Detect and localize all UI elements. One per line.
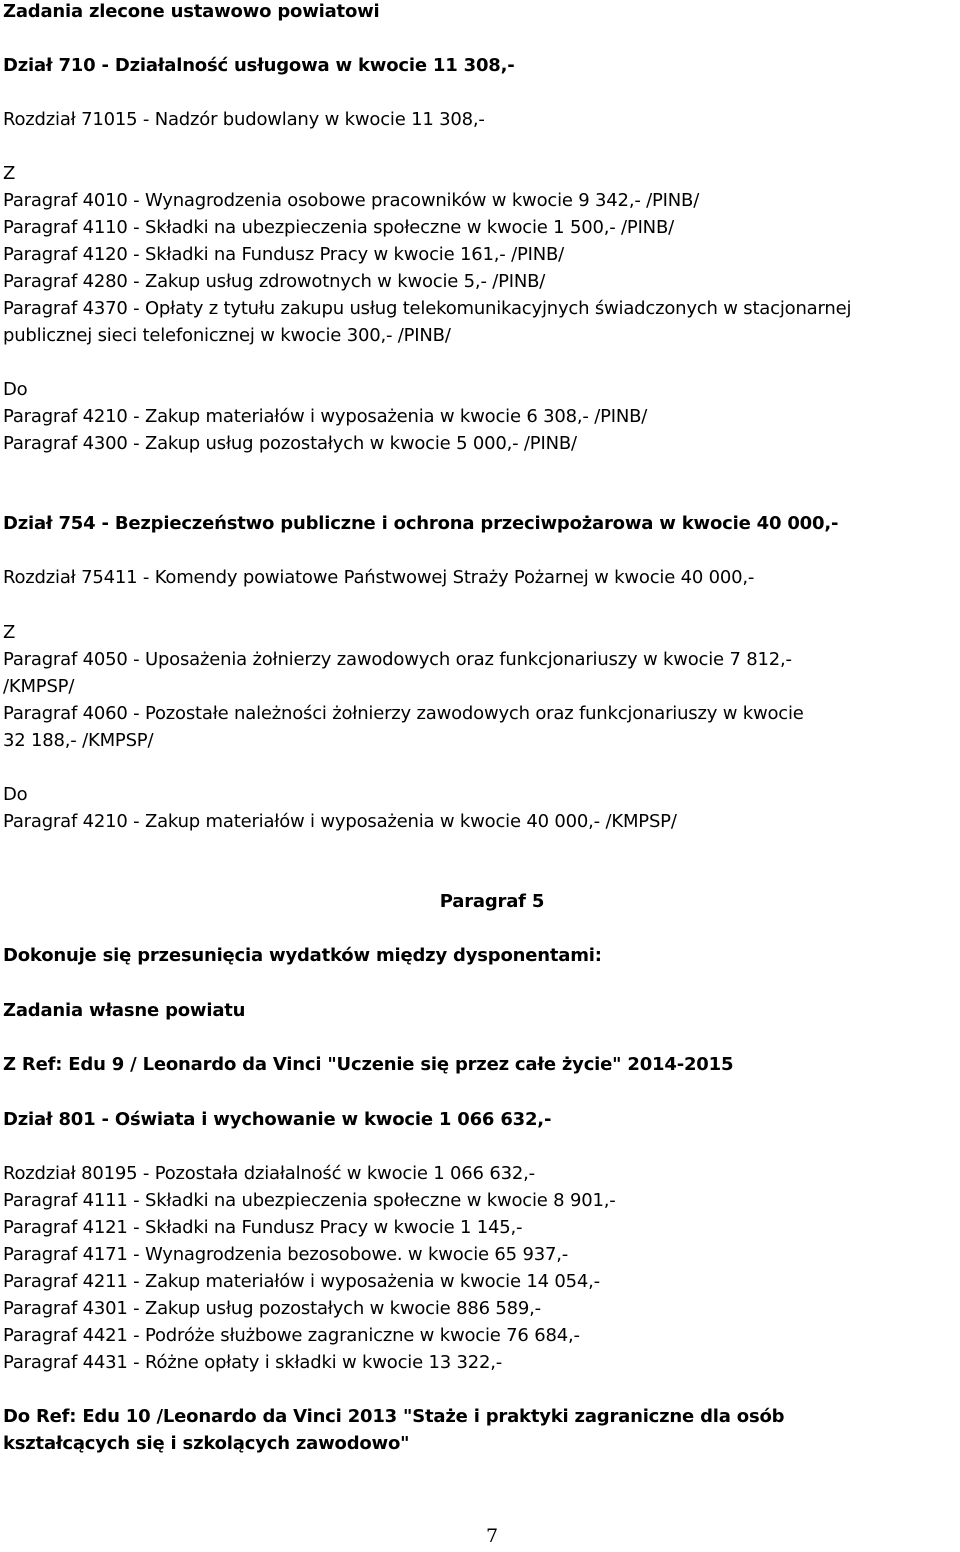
- section-heading: Zadania zlecone ustawowo powiatowi: [3, 1, 380, 22]
- z-label: Z: [3, 163, 16, 184]
- paragraf-line: Paragraf 4010 - Wynagrodzenia osobowe pracowników w kwocie 9 342,- /PINB/: [3, 190, 700, 211]
- rozdzial-80195: Rozdział 80195 - Pozostała działalność w kwocie 1 066 632,-: [3, 1163, 535, 1184]
- z-label: Z: [3, 622, 16, 643]
- rozdzial-71015: Rozdział 71015 - Nadzór budowlany w kwocie 11 308,-: [3, 109, 485, 130]
- page-number: 7: [485, 1525, 499, 1547]
- paragraf-line: Paragraf 4050 - Uposażenia żołnierzy zawodowych oraz funkcjonariuszy w kwocie 7 812,-: [3, 649, 792, 670]
- paragraf-line: Paragraf 4301 - Zakup usług pozostałych w kwocie 886 589,-: [3, 1298, 541, 1319]
- paragraf-line: Paragraf 4110 - Składki na ubezpieczenia społeczne w kwocie 1 500,- /PINB/: [3, 217, 674, 238]
- do-ref-edu-10: Do Ref: Edu 10 /Leonardo da Vinci 2013 "Staże i praktyki zagraniczne dla osób: [3, 1406, 785, 1427]
- paragraf-line: Paragraf 4121 - Składki na Fundusz Pracy w kwocie 1 145,-: [3, 1217, 523, 1238]
- dzial-754-heading: Dział 754 - Bezpieczeństwo publiczne i ochrona przeciwpożarowa w kwocie 40 000,-: [3, 513, 839, 534]
- paragraf-line: Paragraf 4210 - Zakup materiałów i wyposażenia w kwocie 40 000,- /KMPSP/: [3, 811, 677, 832]
- paragraf-line: Paragraf 4060 - Pozostałe należności żołnierzy zawodowych oraz funkcjonariuszy w kwocie: [3, 703, 804, 724]
- paragraf-line: Paragraf 4120 - Składki na Fundusz Pracy w kwocie 161,- /PINB/: [3, 244, 564, 265]
- paragraf-line: Paragraf 4111 - Składki na ubezpieczenia społeczne w kwocie 8 901,-: [3, 1190, 616, 1211]
- dzial-710-heading: Dział 710 - Działalność usługowa w kwocie 11 308,-: [3, 55, 515, 76]
- paragraf-line: Paragraf 4171 - Wynagrodzenia bezosobowe. w kwocie 65 937,-: [3, 1244, 569, 1265]
- paragraf-line: Paragraf 4370 - Opłaty z tytułu zakupu usług telekomunikacyjnych świadczonych w stacjonarnej: [3, 298, 852, 319]
- paragraf-line: 32 188,- /KMPSP/: [3, 730, 154, 751]
- do-label: Do: [3, 784, 28, 805]
- paragraf-line: publicznej sieci telefonicznej w kwocie 300,- /PINB/: [3, 325, 451, 346]
- paragraf-line: Paragraf 4431 - Różne opłaty i składki w kwocie 13 322,-: [3, 1352, 503, 1373]
- paragraf-line: Paragraf 4211 - Zakup materiałów i wyposażenia w kwocie 14 054,-: [3, 1271, 600, 1292]
- paragraf-line: Paragraf 4280 - Zakup usług zdrowotnych w kwocie 5,- /PINB/: [3, 271, 546, 292]
- zadania-wlasne-heading: Zadania własne powiatu: [3, 1000, 246, 1021]
- z-ref-edu-9: Z Ref: Edu 9 / Leonardo da Vinci "Uczenie się przez całe życie" 2014-2015: [3, 1054, 734, 1075]
- rozdzial-75411: Rozdział 75411 - Komendy powiatowe Państwowej Straży Pożarnej w kwocie 40 000,-: [3, 567, 755, 588]
- do-ref-edu-10-cont: kształcących się i szkolących zawodowo": [3, 1433, 410, 1454]
- paragraf-line: Paragraf 4421 - Podróże służbowe zagraniczne w kwocie 76 684,-: [3, 1325, 580, 1346]
- dzial-801-heading: Dział 801 - Oświata i wychowanie w kwocie 1 066 632,-: [3, 1109, 552, 1130]
- do-label: Do: [3, 379, 28, 400]
- przesuniecia-intro: Dokonuje się przesunięcia wydatków między dysponentami:: [3, 945, 602, 966]
- paragraf-line: /KMPSP/: [3, 676, 75, 697]
- paragraf-line: Paragraf 4210 - Zakup materiałów i wyposażenia w kwocie 6 308,- /PINB/: [3, 406, 648, 427]
- paragraf-5-title: Paragraf 5: [439, 891, 545, 912]
- paragraf-line: Paragraf 4300 - Zakup usług pozostałych w kwocie 5 000,- /PINB/: [3, 433, 577, 454]
